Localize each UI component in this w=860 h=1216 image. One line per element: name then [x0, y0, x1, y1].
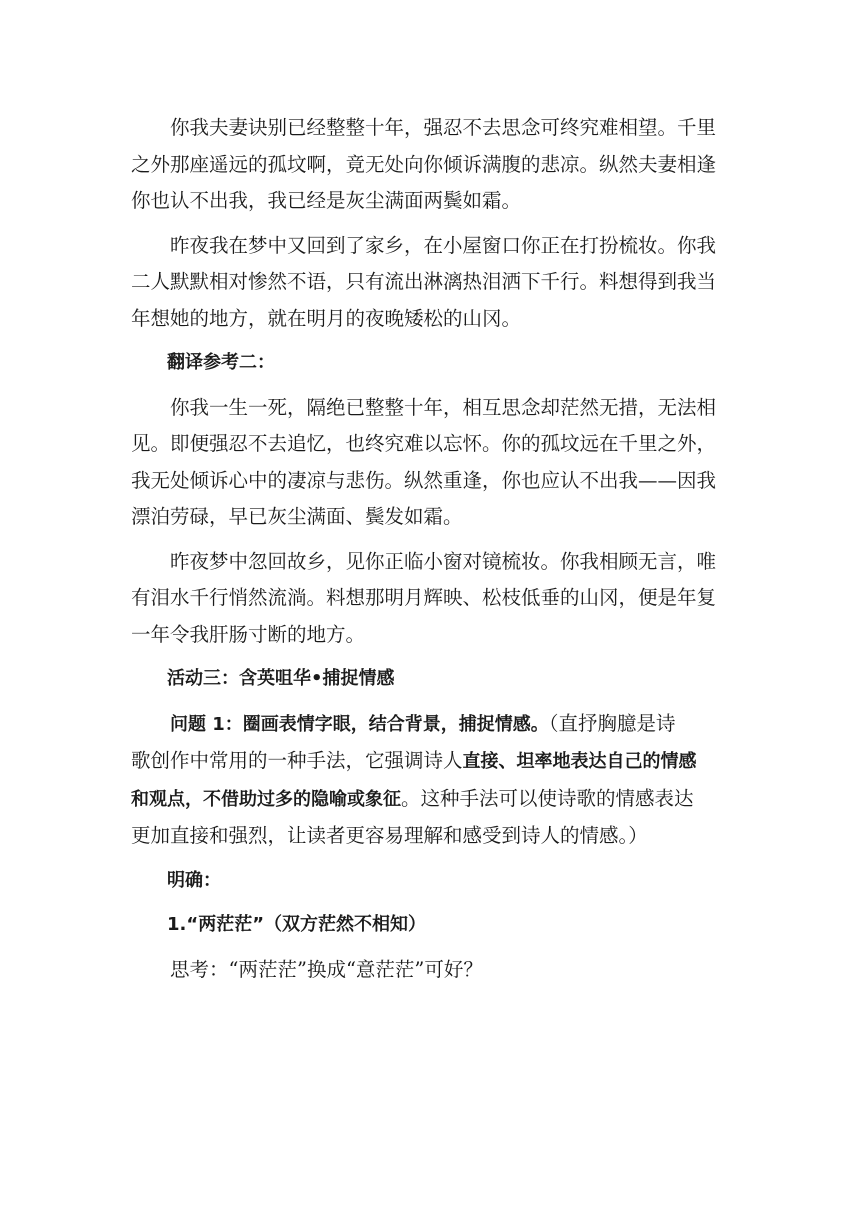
text-line: 昨夜梦中忽回故乡，见你正临小窗对镜梳妆。你我相顾无言，唯 — [170, 549, 717, 573]
text-line: 年想她的地方，就在明月的夜晚矮松的山冈。 — [131, 306, 522, 330]
question-text: 歌创作中常用的一种手法，它强调诗人 — [131, 749, 463, 772]
translation-two-paragraph-1 — [131, 390, 731, 536]
text-line: 你我一生一死，隔绝已整整十年，相互思念却茫然无措，无法相 — [170, 395, 717, 419]
think-question: 思考：“两茫茫”换成“意茫茫”可好？ — [170, 957, 483, 981]
point-1: 1.“两茫茫”（双方茫然不相知） — [167, 914, 427, 935]
text-line — [131, 743, 731, 781]
question-text: 。这种手法可以使诗歌的情感表达 — [401, 786, 694, 810]
document-page — [131, 110, 731, 996]
text-line: 更加直接和强烈，让读者更容易理解和感受到诗人的情感。） — [131, 824, 648, 847]
text-line: 一年令我肝肠寸断的地方。 — [131, 622, 366, 646]
translation-one-paragraph-2 — [131, 228, 731, 338]
translation-two-paragraph-2 — [131, 544, 731, 654]
text-line: 漂泊劳碌，早已灰尘满面、鬓发如霜。 — [131, 505, 463, 528]
activity-heading: 活动三：含英咀华•捕捉情感 — [167, 668, 395, 689]
question-emphasis: 直接、坦率地表达自己的情感 — [462, 751, 697, 772]
answer-label: 明确： — [167, 869, 221, 891]
question-emphasis: 和观点，不借助过多的隐喻或象征 — [131, 788, 401, 810]
text-line: 你也认不出我，我已经是灰尘满面两鬓如霜。 — [131, 189, 522, 212]
text-line: 二人默默相对惨然不语，只有流出淋漓热泪洒下千行。料想得到我当 — [131, 270, 717, 293]
question-text: （直抒胸臆是诗 — [548, 711, 676, 735]
text-line: 之外那座遥远的孤坟啊，竟无处向你倾诉满腹的悲凉。纵然夫妻相逢 — [131, 152, 717, 176]
text-line: 有泪水千行悄然流淌。料想那明月辉映、松枝低垂的山冈，便是年复 — [131, 586, 717, 609]
text-line — [131, 781, 731, 819]
translation-two-heading: 翻译参考二： — [167, 352, 275, 373]
text-line — [131, 706, 731, 744]
text-line: 你我夫妻诀别已经整整十年，强忍不去思念可终究难相望。千里 — [170, 116, 717, 139]
text-line: 我无处倾诉心中的凄凉与悲伤。纵然重逢，你也应认不出我——因我 — [131, 468, 717, 492]
text-line: 见。即便强忍不去追忆，也终究难以忘怀。你的孤坟远在千里之外， — [131, 432, 717, 455]
translation-one-paragraph-1 — [131, 110, 731, 220]
question-paragraph — [131, 706, 731, 855]
text-line: 昨夜我在梦中又回到了家乡，在小屋窗口你正在打扮梳妆。你我 — [170, 233, 717, 257]
question-label: 问题 1：圈画表情字眼，结合背景，捕捉情感。 — [170, 713, 549, 735]
